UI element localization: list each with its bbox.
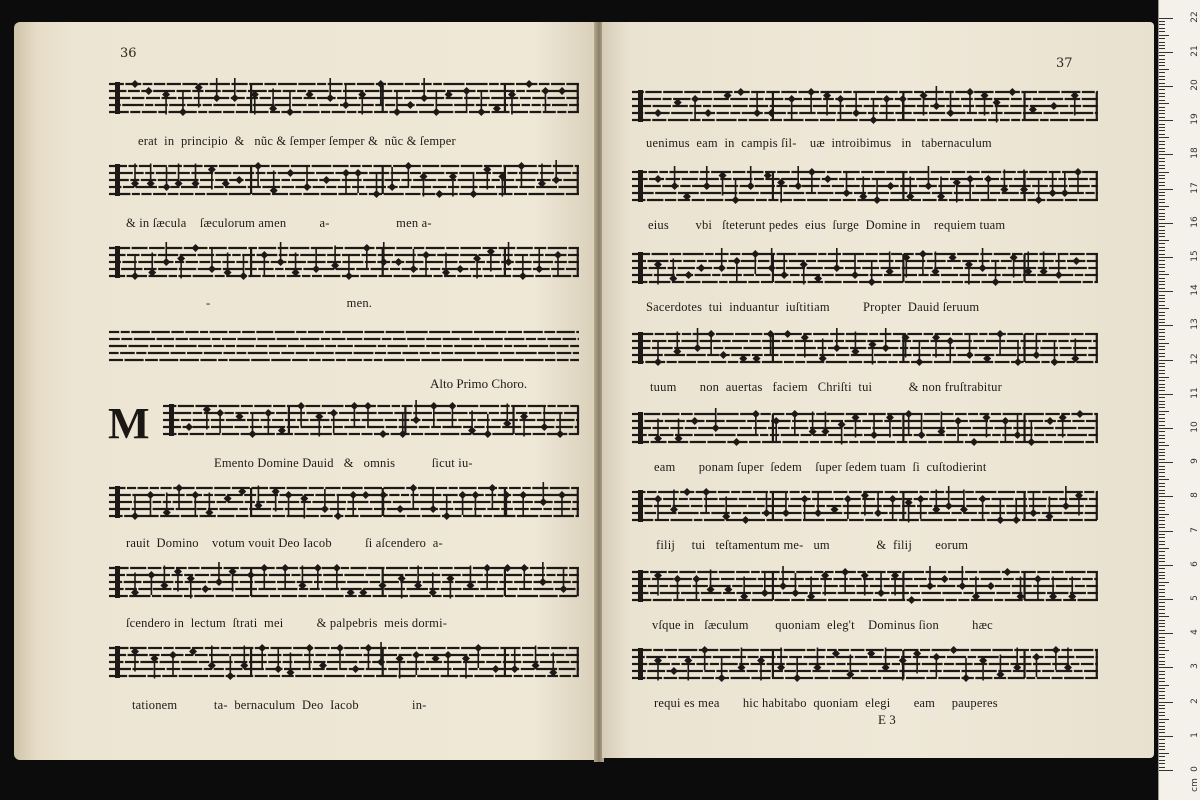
lyric-line-7: ſcendero in lectum ſtrati mei & palpebris meis dormi- bbox=[126, 616, 448, 630]
ruler-tick bbox=[1159, 753, 1169, 754]
ruler-tick bbox=[1159, 202, 1165, 203]
ruler-tick bbox=[1159, 257, 1173, 258]
ruler-label: 13 bbox=[1190, 318, 1200, 331]
ruler-tick bbox=[1159, 312, 1165, 313]
ruler-tick bbox=[1159, 510, 1165, 511]
ruler-tick bbox=[1159, 274, 1169, 275]
ruler-tick bbox=[1159, 236, 1165, 237]
ruler-tick bbox=[1159, 254, 1165, 255]
ruler-tick bbox=[1159, 52, 1173, 53]
staff-2 bbox=[109, 158, 579, 214]
ruler-tick bbox=[1159, 329, 1165, 330]
ruler-tick bbox=[1159, 749, 1165, 750]
ruler-tick bbox=[1159, 397, 1165, 398]
ruler-tick bbox=[1159, 572, 1165, 573]
ruler-tick bbox=[1159, 216, 1165, 217]
staff-1 bbox=[109, 76, 579, 132]
staff-5 bbox=[163, 398, 579, 454]
ruler-tick bbox=[1159, 308, 1169, 309]
ruler-tick bbox=[1159, 667, 1173, 668]
ruler-tick bbox=[1159, 226, 1165, 227]
ruler-label: 17 bbox=[1190, 181, 1200, 194]
ruler-tick bbox=[1159, 298, 1165, 299]
ruler-tick bbox=[1159, 685, 1169, 686]
ruler-tick bbox=[1159, 462, 1173, 463]
ruler-tick bbox=[1159, 726, 1165, 727]
lyric-line-r2: eius vbi ſteterunt pedes eius ſurge Domine in requiem tuam bbox=[648, 218, 1006, 232]
ruler-tick bbox=[1159, 596, 1165, 597]
ruler-tick bbox=[1159, 514, 1169, 515]
ruler-tick bbox=[1159, 192, 1165, 193]
ruler-tick bbox=[1159, 343, 1169, 344]
lyric-line-r6: filij tui teſtamentum me- um & filij eorum bbox=[656, 538, 969, 552]
ruler-tick bbox=[1159, 134, 1165, 135]
ruler-tick bbox=[1159, 654, 1165, 655]
ruler-tick bbox=[1159, 110, 1165, 111]
ruler-tick bbox=[1159, 715, 1165, 716]
ruler-tick bbox=[1159, 107, 1165, 108]
ruler-tick bbox=[1159, 271, 1165, 272]
ruler-tick bbox=[1159, 404, 1165, 405]
lyric-line-5: Emento Domine Dauid & omnis ſicut iu- bbox=[214, 456, 473, 470]
ruler-tick bbox=[1159, 148, 1165, 149]
ruler-tick bbox=[1159, 568, 1165, 569]
ruler-tick bbox=[1159, 763, 1165, 764]
staff-r2 bbox=[632, 164, 1098, 220]
ruler-tick bbox=[1159, 695, 1165, 696]
ruler-tick bbox=[1159, 315, 1165, 316]
ruler-tick bbox=[1159, 96, 1165, 97]
measurement-ruler bbox=[1158, 0, 1200, 800]
ruler-label: 5 bbox=[1190, 595, 1200, 601]
ruler-tick bbox=[1159, 103, 1169, 104]
ruler-tick bbox=[1159, 59, 1165, 60]
ruler-label: 11 bbox=[1190, 387, 1200, 399]
staff-3 bbox=[109, 240, 579, 296]
ruler-tick bbox=[1159, 589, 1165, 590]
ruler-tick bbox=[1159, 165, 1165, 166]
ruler-tick bbox=[1159, 93, 1165, 94]
ruler-tick bbox=[1159, 472, 1165, 473]
voice-heading: Alto Primo Choro. bbox=[430, 376, 528, 391]
ruler-label: 8 bbox=[1190, 492, 1200, 499]
ruler-tick bbox=[1159, 124, 1165, 125]
ruler-tick bbox=[1159, 493, 1165, 494]
ruler-tick bbox=[1159, 332, 1165, 333]
ruler-tick bbox=[1159, 661, 1165, 662]
lyric-line-2: & in ſæcula ſæculorum amen a- men a- bbox=[126, 216, 432, 230]
ruler-tick bbox=[1159, 732, 1165, 733]
ruler-label: 6 bbox=[1190, 560, 1200, 567]
ruler-tick bbox=[1159, 626, 1165, 627]
ruler-tick bbox=[1159, 606, 1165, 607]
page-number-right: 37 bbox=[1056, 56, 1073, 71]
ruler-tick bbox=[1159, 637, 1165, 638]
ruler-label: 15 bbox=[1190, 250, 1200, 262]
ruler-tick bbox=[1159, 719, 1169, 720]
ruler-tick bbox=[1159, 377, 1169, 378]
ruler-tick bbox=[1159, 154, 1173, 155]
ruler-tick bbox=[1159, 767, 1165, 768]
ruler-tick bbox=[1159, 466, 1165, 467]
ruler-tick bbox=[1159, 325, 1173, 326]
ruler-tick bbox=[1159, 640, 1165, 641]
ruler-tick bbox=[1159, 743, 1165, 744]
ruler-tick bbox=[1159, 346, 1165, 347]
ruler-tick bbox=[1159, 89, 1165, 90]
ruler-label: 21 bbox=[1190, 45, 1200, 57]
ruler-tick bbox=[1159, 657, 1165, 658]
ruler-tick bbox=[1159, 394, 1173, 395]
ruler-tick bbox=[1159, 435, 1165, 436]
ruler-tick bbox=[1159, 698, 1165, 699]
ruler-tick bbox=[1159, 387, 1165, 388]
staff-r8 bbox=[632, 642, 1098, 698]
ruler-label: 2 bbox=[1190, 697, 1200, 704]
ruler-tick bbox=[1159, 483, 1165, 484]
ruler-tick bbox=[1159, 151, 1165, 152]
ruler-tick bbox=[1159, 281, 1165, 282]
ruler-tick bbox=[1159, 678, 1165, 679]
lyric-line-r5: eam ponam ſuper ſedem ſuper ſedem tuam ſi cuſtodierint bbox=[654, 460, 987, 474]
ruler-tick bbox=[1159, 83, 1165, 84]
ruler-tick bbox=[1159, 544, 1165, 545]
ruler-tick bbox=[1159, 301, 1165, 302]
ruler-tick bbox=[1159, 428, 1173, 429]
ruler-tick bbox=[1159, 760, 1165, 761]
ruler-tick bbox=[1159, 643, 1165, 644]
ruler-tick bbox=[1159, 674, 1165, 675]
staff-7 bbox=[109, 560, 579, 616]
ruler-tick bbox=[1159, 633, 1173, 634]
ruler-tick bbox=[1159, 565, 1173, 566]
ruler-tick bbox=[1159, 339, 1165, 340]
ruler-tick bbox=[1159, 558, 1165, 559]
staff-8 bbox=[109, 640, 579, 696]
ruler-tick bbox=[1159, 18, 1173, 19]
ruler-tick bbox=[1159, 705, 1165, 706]
ruler-tick bbox=[1159, 76, 1165, 77]
ruler-tick bbox=[1159, 722, 1165, 723]
ruler-label: 0 bbox=[1190, 766, 1200, 772]
ruler-tick bbox=[1159, 120, 1173, 121]
ruler-tick bbox=[1159, 431, 1165, 432]
ruler-tick bbox=[1159, 438, 1165, 439]
ruler-tick bbox=[1159, 336, 1165, 337]
ruler-tick bbox=[1159, 380, 1165, 381]
ruler-tick bbox=[1159, 199, 1165, 200]
ruler-tick bbox=[1159, 736, 1173, 737]
lyric-line-r4: tuum non auertas faciem Chriſti tui & non fruſtrabitur bbox=[650, 380, 1002, 394]
ruler-tick bbox=[1159, 582, 1169, 583]
ruler-tick bbox=[1159, 278, 1165, 279]
ruler-tick bbox=[1159, 671, 1165, 672]
ruler-tick bbox=[1159, 599, 1173, 600]
ruler-tick bbox=[1159, 490, 1165, 491]
ruler-tick bbox=[1159, 195, 1165, 196]
ruler-tick bbox=[1159, 407, 1165, 408]
ruler-tick bbox=[1159, 172, 1169, 173]
staff-r3 bbox=[632, 246, 1098, 302]
ruler-tick bbox=[1159, 175, 1165, 176]
ruler-tick bbox=[1159, 185, 1165, 186]
lyric-line-6: rauit Domino votum vouit Deo Iacob ſi aſcendero a- bbox=[126, 536, 443, 550]
ruler-tick bbox=[1159, 213, 1165, 214]
ruler-tick bbox=[1159, 137, 1169, 138]
ruler-tick bbox=[1159, 756, 1165, 757]
ruler-tick bbox=[1159, 531, 1173, 532]
ruler-tick bbox=[1159, 363, 1165, 364]
ruler-tick bbox=[1159, 79, 1165, 80]
ruler-tick bbox=[1159, 65, 1165, 66]
ruler-tick bbox=[1159, 616, 1169, 617]
staff-r5 bbox=[632, 406, 1098, 462]
staff-4-empty bbox=[109, 324, 579, 368]
ruler-tick bbox=[1159, 247, 1165, 248]
ruler-tick bbox=[1159, 189, 1173, 190]
ruler-tick bbox=[1159, 219, 1165, 220]
open-book bbox=[14, 22, 1154, 762]
ruler-tick bbox=[1159, 551, 1165, 552]
ruler-tick bbox=[1159, 230, 1165, 231]
ruler-tick bbox=[1159, 739, 1165, 740]
ruler-tick bbox=[1159, 24, 1165, 25]
ruler-tick bbox=[1159, 688, 1165, 689]
ruler-tick bbox=[1159, 520, 1165, 521]
ruler-label: 10 bbox=[1190, 421, 1200, 433]
ruler-tick bbox=[1159, 602, 1165, 603]
ruler-tick bbox=[1159, 182, 1165, 183]
ruler-tick bbox=[1159, 373, 1165, 374]
ruler-tick bbox=[1159, 178, 1165, 179]
ruler-tick bbox=[1159, 100, 1165, 101]
ruler-tick bbox=[1159, 291, 1173, 292]
lyric-line-8: tationem ta- bernaculum Deo Iacob in- bbox=[132, 698, 427, 712]
ruler-tick bbox=[1159, 524, 1165, 525]
ruler-tick bbox=[1159, 69, 1169, 70]
ruler-tick bbox=[1159, 288, 1165, 289]
ruler-tick bbox=[1159, 390, 1165, 391]
lyric-line-r1: uenimus eam in campis ſil- uæ introibimus in tabernaculum bbox=[646, 136, 992, 150]
ruler-tick bbox=[1159, 445, 1169, 446]
ruler-tick bbox=[1159, 127, 1165, 128]
ruler-tick bbox=[1159, 479, 1169, 480]
ruler-tick bbox=[1159, 548, 1169, 549]
ruler-tick bbox=[1159, 459, 1165, 460]
ruler-tick bbox=[1159, 452, 1165, 453]
ruler-tick bbox=[1159, 322, 1165, 323]
ruler-tick bbox=[1159, 691, 1165, 692]
ruler-tick bbox=[1159, 86, 1173, 87]
ruler-tick bbox=[1159, 401, 1165, 402]
ruler-label: 1 bbox=[1190, 731, 1200, 738]
lyric-line-3: - men. bbox=[206, 296, 373, 310]
ruler-tick bbox=[1159, 425, 1165, 426]
ruler-tick bbox=[1159, 35, 1169, 36]
ruler-tick bbox=[1159, 260, 1165, 261]
ruler-tick bbox=[1159, 370, 1165, 371]
ruler-tick bbox=[1159, 500, 1165, 501]
ruler-tick bbox=[1159, 578, 1165, 579]
ruler-tick bbox=[1159, 534, 1165, 535]
ruler-tick bbox=[1159, 746, 1165, 747]
ruler-tick bbox=[1159, 353, 1165, 354]
ruler-tick bbox=[1159, 284, 1165, 285]
staff-r1 bbox=[632, 84, 1098, 140]
ruler-tick bbox=[1159, 141, 1165, 142]
ruler-tick bbox=[1159, 144, 1165, 145]
lyric-line-1: erat in principio & nũc & ſemper ſemper & nũc & ſemper bbox=[138, 134, 456, 148]
ruler-tick bbox=[1159, 770, 1173, 771]
ruler-tick bbox=[1159, 113, 1165, 114]
ruler-label: 3 bbox=[1190, 663, 1200, 670]
staff-r7 bbox=[632, 564, 1098, 620]
ruler-tick bbox=[1159, 414, 1165, 415]
ruler-tick bbox=[1159, 592, 1165, 593]
ruler-tick bbox=[1159, 537, 1165, 538]
ruler-tick bbox=[1159, 264, 1165, 265]
ruler-tick bbox=[1159, 366, 1165, 367]
ruler-label: 9 bbox=[1190, 458, 1200, 465]
ruler-tick bbox=[1159, 21, 1165, 22]
staff-r6 bbox=[632, 484, 1098, 540]
ruler-tick bbox=[1159, 449, 1165, 450]
ruler-tick bbox=[1159, 561, 1165, 562]
staff-6 bbox=[109, 480, 579, 536]
ruler-tick bbox=[1159, 702, 1173, 703]
ruler-tick bbox=[1159, 158, 1165, 159]
ruler-tick bbox=[1159, 476, 1165, 477]
ruler-tick bbox=[1159, 527, 1165, 528]
initial-letter: M bbox=[108, 399, 150, 448]
ruler-tick bbox=[1159, 384, 1165, 385]
ruler-tick bbox=[1159, 496, 1173, 497]
ruler-tick bbox=[1159, 48, 1165, 49]
ruler-tick bbox=[1159, 243, 1165, 244]
ruler-tick bbox=[1159, 130, 1165, 131]
ruler-label: 7 bbox=[1190, 526, 1200, 533]
ruler-tick bbox=[1159, 117, 1165, 118]
ruler-tick bbox=[1159, 486, 1165, 487]
ruler-label: 4 bbox=[1190, 629, 1200, 636]
ruler-tick bbox=[1159, 250, 1165, 251]
ruler-tick bbox=[1159, 575, 1165, 576]
ruler-tick bbox=[1159, 647, 1165, 648]
ruler-tick bbox=[1159, 507, 1165, 508]
ruler-tick bbox=[1159, 233, 1165, 234]
ruler-tick bbox=[1159, 168, 1165, 169]
lyric-line-r8: requi es mea hic habitabo quoniam elegi eam pauperes bbox=[654, 696, 998, 710]
ruler-tick bbox=[1159, 305, 1165, 306]
ruler-tick bbox=[1159, 729, 1165, 730]
left-page bbox=[14, 22, 598, 760]
right-page bbox=[602, 22, 1154, 758]
ruler-tick bbox=[1159, 45, 1165, 46]
ruler-tick bbox=[1159, 28, 1165, 29]
ruler-tick bbox=[1159, 455, 1165, 456]
ruler-tick bbox=[1159, 708, 1165, 709]
ruler-tick bbox=[1159, 349, 1165, 350]
ruler-tick bbox=[1159, 295, 1165, 296]
ruler-unit: cm bbox=[1190, 778, 1200, 792]
ruler-label: 19 bbox=[1190, 113, 1200, 125]
ruler-tick bbox=[1159, 664, 1165, 665]
page-number-left: 36 bbox=[120, 46, 137, 61]
ruler-tick bbox=[1159, 209, 1165, 210]
ruler-tick bbox=[1159, 681, 1165, 682]
ruler-tick bbox=[1159, 240, 1169, 241]
ruler-tick bbox=[1159, 623, 1165, 624]
ruler-tick bbox=[1159, 356, 1165, 357]
ruler-tick bbox=[1159, 411, 1169, 412]
ruler-label: 22 bbox=[1190, 10, 1200, 23]
ruler-label: 12 bbox=[1190, 352, 1200, 365]
signature-mark: E 3 bbox=[878, 712, 896, 727]
ruler-tick bbox=[1159, 62, 1165, 63]
ruler-tick bbox=[1159, 503, 1165, 504]
ruler-tick bbox=[1159, 360, 1173, 361]
ruler-tick bbox=[1159, 206, 1169, 207]
ruler-tick bbox=[1159, 31, 1165, 32]
ruler-tick bbox=[1159, 42, 1165, 43]
ruler-tick bbox=[1159, 541, 1165, 542]
ruler-tick bbox=[1159, 72, 1165, 73]
ruler-tick bbox=[1159, 267, 1165, 268]
ruler-tick bbox=[1159, 712, 1165, 713]
ruler-tick bbox=[1159, 55, 1165, 56]
ruler-tick bbox=[1159, 613, 1165, 614]
ruler-tick bbox=[1159, 38, 1165, 39]
ruler-tick bbox=[1159, 650, 1169, 651]
ruler-tick bbox=[1159, 630, 1165, 631]
ruler-tick bbox=[1159, 161, 1165, 162]
ruler-label: 18 bbox=[1190, 147, 1200, 160]
ruler-tick bbox=[1159, 442, 1165, 443]
lyric-line-r7: vſque in ſæculum quoniam eleg't Dominus ſion hæc bbox=[652, 618, 993, 632]
ruler-tick bbox=[1159, 620, 1165, 621]
staff-r4 bbox=[632, 326, 1098, 382]
ruler-tick bbox=[1159, 421, 1165, 422]
ruler-label: 16 bbox=[1190, 216, 1200, 228]
ruler-tick bbox=[1159, 585, 1165, 586]
lyric-line-r3: Sacerdotes tui induantur iuſtitiam Propter Dauid ſeruum bbox=[646, 300, 980, 314]
ruler-tick bbox=[1159, 418, 1165, 419]
ruler-tick bbox=[1159, 609, 1165, 610]
ruler-label: 20 bbox=[1190, 79, 1200, 91]
ruler-tick bbox=[1159, 319, 1165, 320]
ruler-label: 14 bbox=[1190, 284, 1200, 296]
ruler-tick bbox=[1159, 555, 1165, 556]
ruler-tick bbox=[1159, 223, 1173, 224]
ruler-tick bbox=[1159, 469, 1165, 470]
ruler-tick bbox=[1159, 517, 1165, 518]
